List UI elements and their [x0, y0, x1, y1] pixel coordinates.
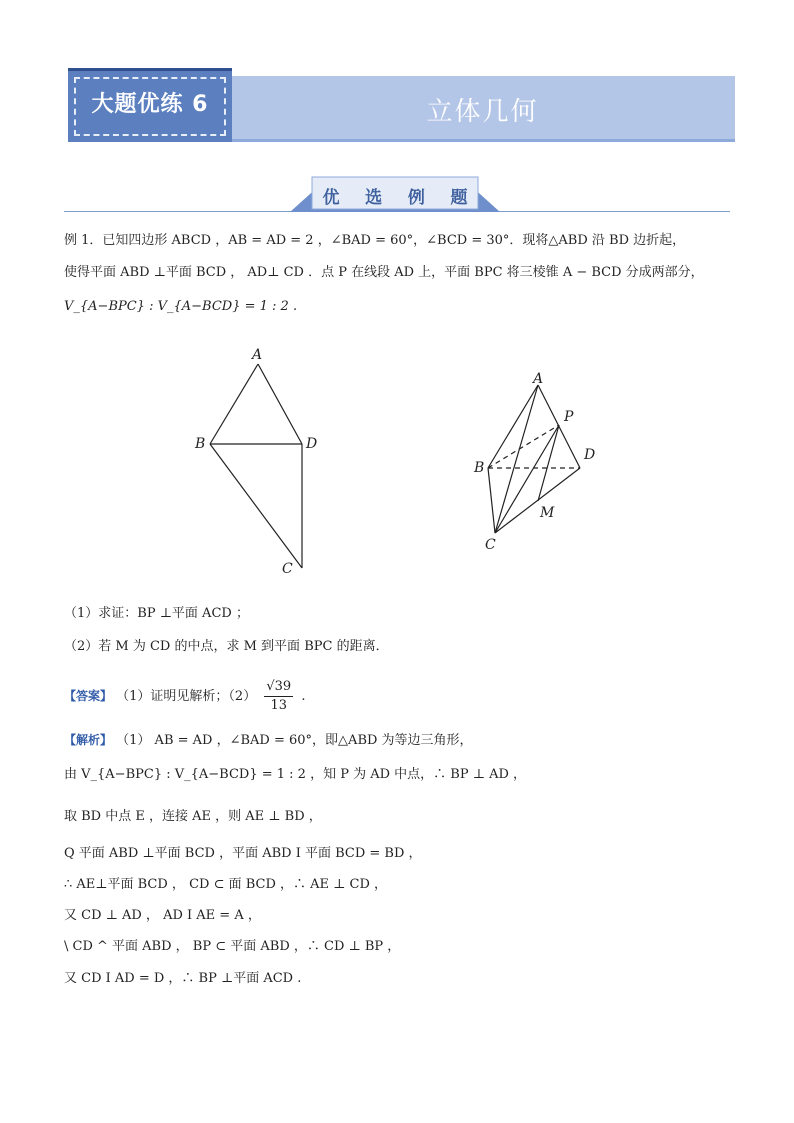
label-P: P: [564, 409, 574, 425]
answer-fraction: [264, 678, 293, 715]
analysis-line-8: 又 CD I AD = D ，∴ BP ⊥平面 ACD .: [64, 971, 302, 986]
label-A: A: [533, 371, 544, 387]
section-title: [316, 183, 474, 208]
analysis-line-5: ∴ AE⊥平面 BCD ， CD ⊂ 面 BCD ，∴ AE ⊥ CD ，: [64, 877, 388, 892]
analysis-line-2: 由 V_{A−BPC} : V_{A−BCD} = 1 : 2 ，知 P 为 AD 中点，∴ BP ⊥ AD ，: [64, 767, 527, 782]
chapter-tag-text: 大题优练 6: [91, 92, 209, 117]
problem-line-3: V_{A−BPC} : V_{A−BCD} = 1 : 2 .: [64, 299, 298, 314]
answer-text: （1）证明见解析；（2）: [116, 689, 257, 704]
analysis-text: （1） AB = AD ，∠BAD = 60°，即△ABD 为等边三角形，: [116, 733, 473, 748]
analysis-tag: 【解析】: [64, 733, 113, 747]
problem-line-2: 使得平面 ABD ⊥平面 BCD ， AD⊥ CD ．点 P 在线段 AD 上，平面 BPC 将三棱锥 A − BCD 分成两部分，: [64, 265, 704, 280]
section-char: 题: [450, 188, 468, 208]
section-char: 例: [407, 188, 425, 208]
section-char: 选: [365, 188, 383, 208]
analysis-line-7: \ CD ^ 平面 ABD ， BP ⊂ 平面 ABD ，∴ CD ⊥ BP ，: [64, 939, 401, 954]
label-B: B: [195, 436, 206, 452]
label-C: C: [485, 537, 496, 553]
chapter-tag: [68, 68, 232, 142]
problem-line-1: 例 1．已知四边形 ABCD ，AB = AD = 2 ，∠BAD = 60°，∠BCD = 30°．现将△ABD 沿 BD 边折起，: [64, 233, 686, 248]
label-D: D: [306, 436, 318, 452]
fraction-denominator: 13: [270, 698, 288, 713]
label-D: D: [584, 447, 596, 463]
figure-quadrilateral: [180, 340, 340, 580]
answer-line: [64, 678, 305, 715]
label-M: M: [540, 505, 555, 521]
analysis-line-6: 又 CD ⊥ AD ， AD I AE = A ，: [64, 908, 261, 923]
chapter-title: 立体几何: [426, 97, 539, 127]
fraction-numerator: √39: [264, 678, 293, 697]
analysis-line-4: Q 平面 ABD ⊥平面 BCD ，平面 ABD I 平面 BCD = BD ，: [64, 846, 422, 861]
answer-end: .: [301, 689, 306, 704]
analysis-line-1: [64, 731, 473, 750]
figure-tetrahedron: [468, 365, 608, 560]
analysis-line-3: 取 BD 中点 E ，连接 AE ，则 AE ⊥ BD ，: [64, 809, 322, 824]
question-2: （2）若 M 为 CD 的中点，求 M 到平面 BPC 的距离．: [64, 639, 389, 654]
label-B: B: [474, 460, 485, 476]
label-C: C: [282, 561, 293, 577]
answer-tag: 【答案】: [64, 689, 113, 703]
section-char: 优: [322, 188, 340, 208]
label-A: A: [252, 347, 263, 363]
question-1: （1）求证：BP ⊥平面 ACD ；: [64, 606, 249, 621]
